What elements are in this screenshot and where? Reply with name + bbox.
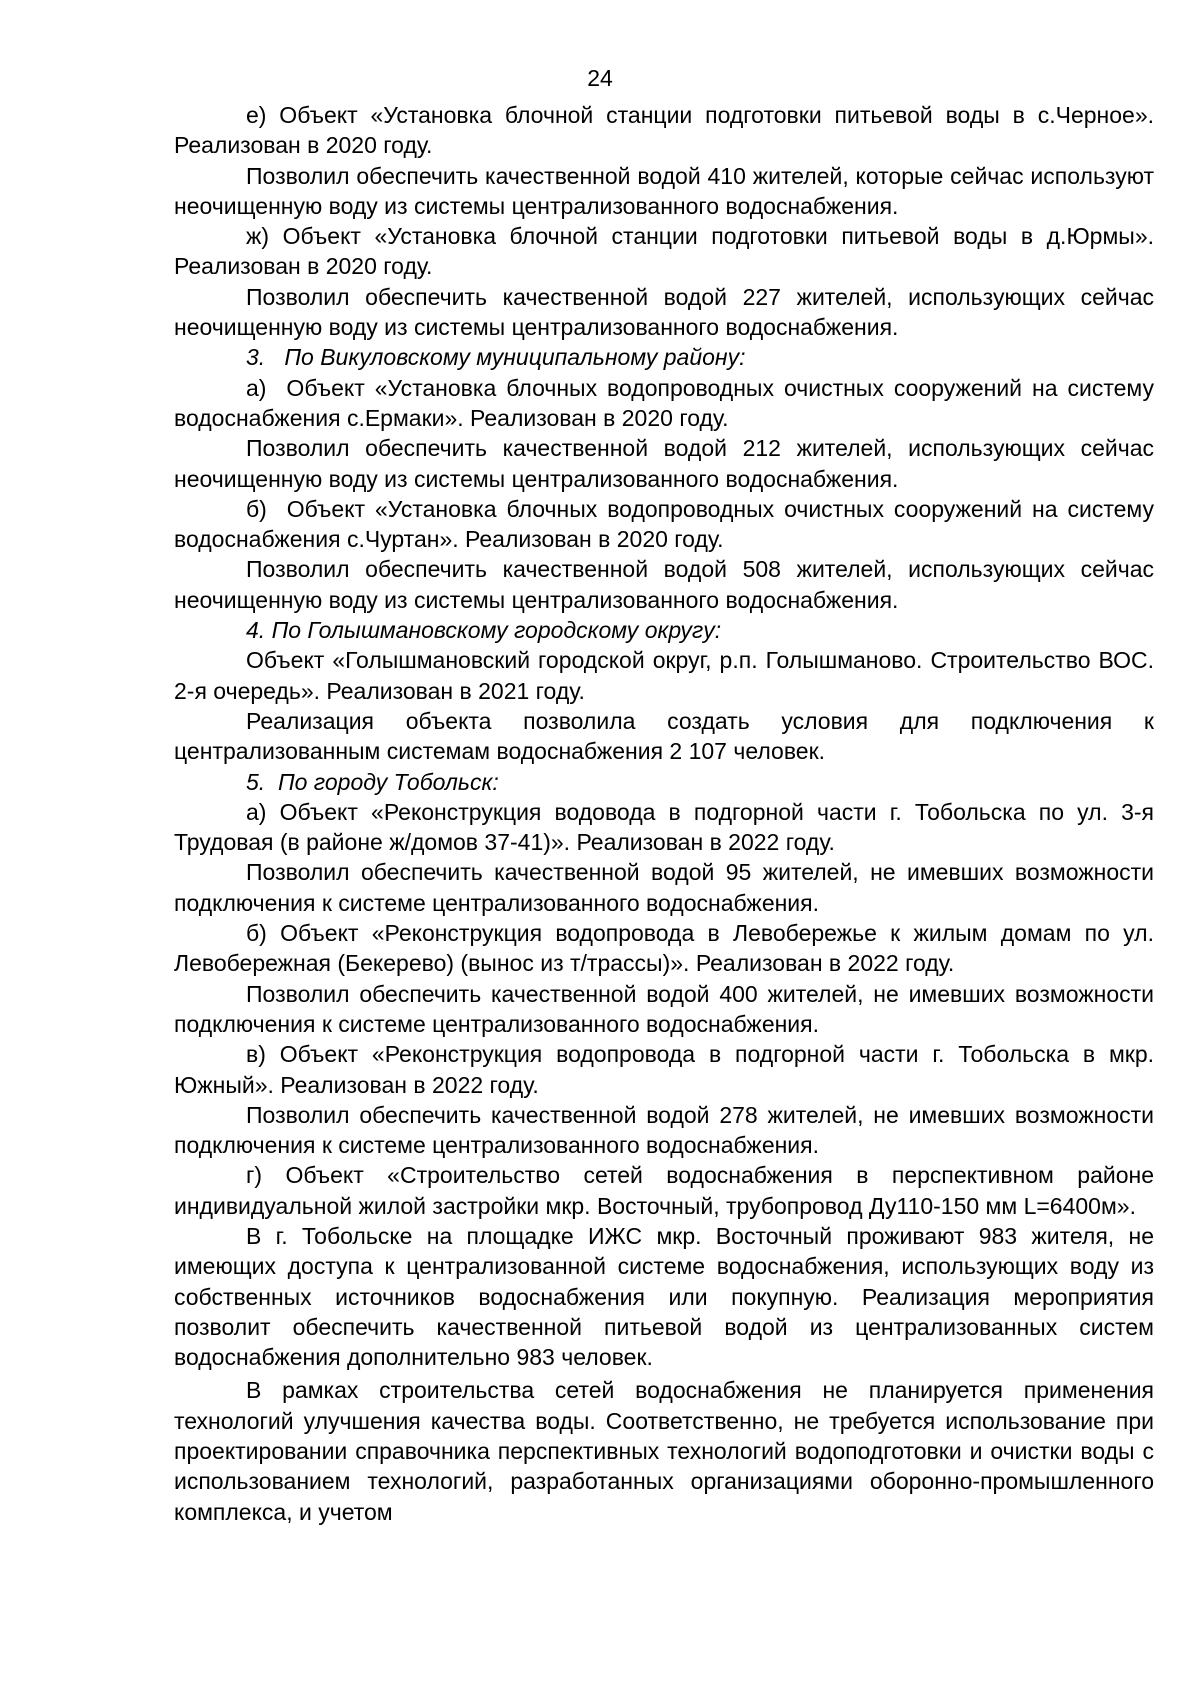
paragraph-item-b: б) Объект «Установка блочных водопроводных очистных сооружений на систему водоснабжения с.Чуртан». Реализован в 2020 году. [174, 495, 1154, 553]
paragraph-result: Реализация объекта позволила создать условия для подключения к централизованным системам водоснабжения 2 107 человек. [174, 707, 1154, 765]
paragraph-result: Позволил обеспечить качественной водой 227 жителей, использующих сейчас неочищенную воду из системы централизованного водоснабжения. [174, 283, 1154, 341]
section-heading-tobolsk: 5. По городу Тобольск: [246, 768, 499, 795]
section-heading-golyshmanovsky: 4. По Голышмановскому городскому округу: [246, 617, 722, 644]
section-heading-vikulovsky: 3. По Викуловскому муниципальному району: [246, 344, 746, 371]
paragraph-result: Позволил обеспечить качественной водой 400 жителей, не имевших возможности подключения к системе централизованного водоснабжения. [174, 980, 1154, 1037]
paragraph-item-a: а) Объект «Реконструкция водовода в подгорной части г. Тобольска по ул. 3-я Трудовая (в районе ж/домов 37-41)». Реализован в 2022 году. [174, 798, 1154, 856]
paragraph-item-g: г) Объект «Строительство сетей водоснабжения в перспективном районе индивидуальной жилой застройки мкр. Восточный, трубопровод Ду110-150 мм L=6400м». [174, 1162, 1154, 1219]
paragraph-item-b: б) Объект «Реконструкция водопровода в Левобережье к жилым домам по ул. Левобережная (Бекерево) (вынос из т/трассы)». Реализован в 2022 году. [174, 920, 1154, 977]
paragraph-result: Позволил обеспечить качественной водой 212 жителей, использующих сейчас неочищенную воду из системы централизованного водоснабжения. [174, 435, 1154, 492]
paragraph-technologies: В рамках строительства сетей водоснабжения не планируется применения технологий улучшения качества воды. Соответственно, не требуется использование при проектировании справочника перспективных технологий водоподготовки и очистки воды с использованием технологий, разработанных организациями оборонно-промышленного комплекса, и учетом [174, 1377, 1154, 1525]
paragraph-result: Позволил обеспечить качественной водой 278 жителей, не имевших возможности подключения к системе централизованного водоснабжения. [174, 1101, 1154, 1159]
paragraph-object: Объект «Голышмановский городской округ, р.п. Голышманово. Строительство ВОС. 2-я очередь». Реализован в 2021 году. [174, 647, 1154, 704]
paragraph-item-zh: ж) Объект «Установка блочной станции подготовки питьевой воды в д.Юрмы». Реализован в 2020 году. [174, 223, 1154, 280]
paragraph-item-a: а) Объект «Установка блочных водопроводных очистных сооружений на систему водоснабжения с.Ермаки». Реализован в 2020 году. [174, 374, 1154, 431]
page-number: 24 [587, 65, 613, 91]
paragraph-result: Позволил обеспечить качественной водой 410 жителей, которые сейчас используют неочищенную воду из системы централизованного водоснабжения. [174, 162, 1154, 219]
paragraph-result: Позволил обеспечить качественной водой 508 жителей, использующих сейчас неочищенную воду из системы централизованного водоснабжения. [174, 556, 1154, 613]
paragraph-item-e: е) Объект «Установка блочной станции подготовки питьевой воды в с.Черное». Реализован в 2020 году. [174, 102, 1154, 159]
paragraph-item-v: в) Объект «Реконструкция водопровода в подгорной части г. Тобольска в мкр. Южный». Реализован в 2022 году. [174, 1041, 1154, 1098]
document-body [174, 100, 1154, 1527]
paragraph-vostochny: В г. Тобольске на площадке ИЖС мкр. Восточный проживают 983 жителя, не имеющих доступа к централизованной системе водоснабжения, использующих воду из собственных источников водоснабжения или покупную. Реализация мероприятия позволит обеспечить качественной питьевой водой из централизованных систем водоснабжения дополнительно 983 человек. [174, 1222, 1154, 1371]
paragraph-result: Позволил обеспечить качественной водой 95 жителей, не имевших возможности подключения к системе централизованного водоснабжения. [174, 859, 1154, 916]
